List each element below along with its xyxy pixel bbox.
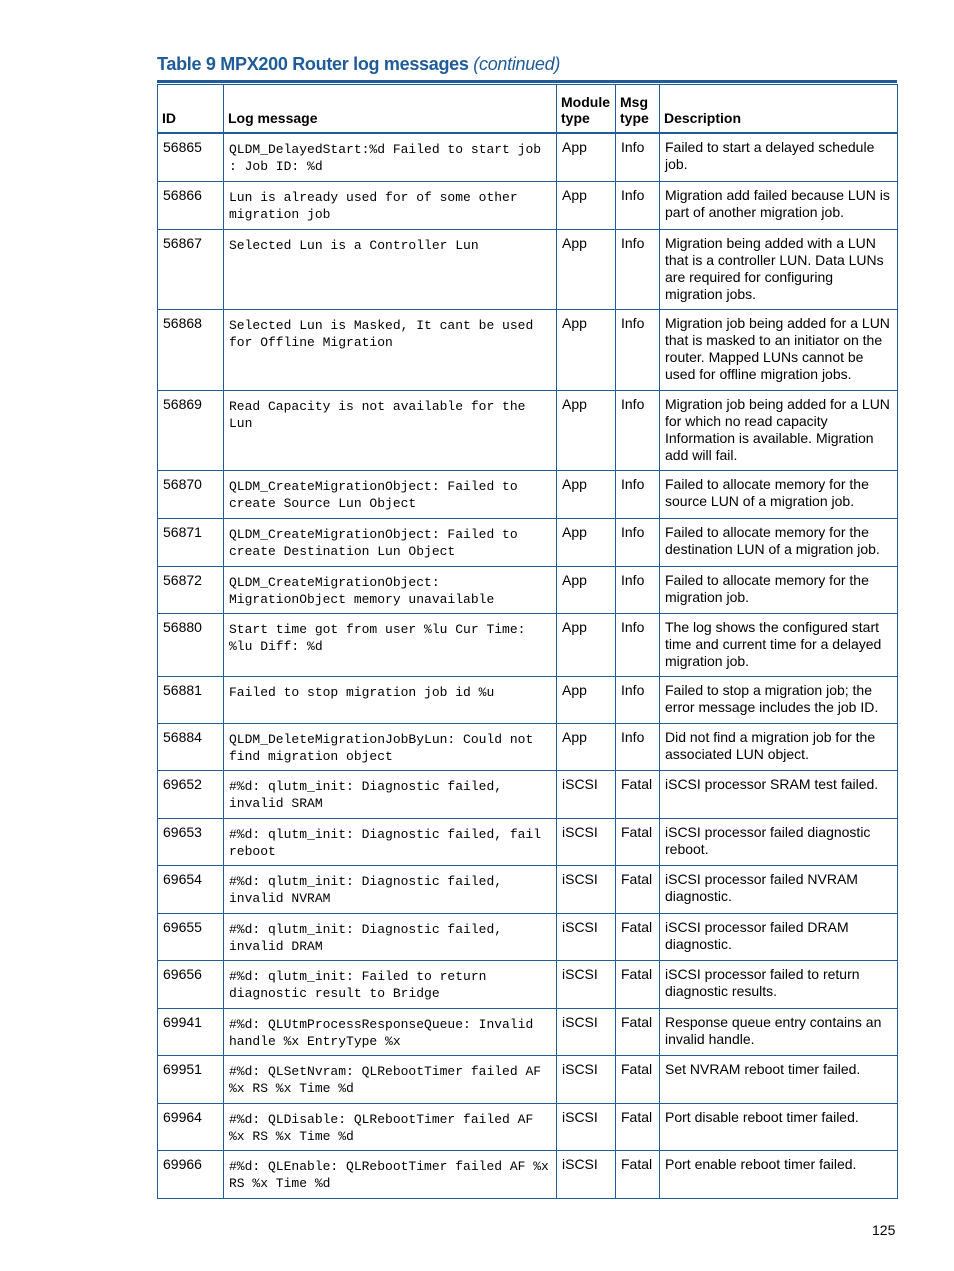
cell-module-type: App xyxy=(557,723,616,770)
cell-description: iSCSI processor failed NVRAM diagnostic. xyxy=(660,865,898,913)
cell-module-type: iSCSI xyxy=(557,1150,616,1198)
cell-msg-type: Fatal xyxy=(616,1055,660,1103)
cell-module-type: iSCSI xyxy=(557,1103,616,1150)
cell-id: 69654 xyxy=(158,865,224,913)
table-title: Table 9 MPX200 Router log messages xyxy=(157,54,469,74)
cell-id: 69951 xyxy=(158,1055,224,1103)
cell-msg-type: Info xyxy=(616,181,660,229)
cell-id: 56866 xyxy=(158,181,224,229)
cell-module-type: iSCSI xyxy=(557,865,616,913)
table-caption xyxy=(157,54,560,75)
cell-description: Migration add failed because LUN is part of another migration job. xyxy=(660,181,898,229)
cell-id: 56870 xyxy=(158,470,224,518)
cell-description: The log shows the configured start time and current time for a delayed migration job. xyxy=(660,613,898,676)
cell-log-message: Lun is already used for of some other migration job xyxy=(224,181,557,229)
cell-msg-type: Info xyxy=(616,723,660,770)
cell-msg-type: Info xyxy=(616,229,660,309)
header-description: Description xyxy=(660,85,898,134)
cell-module-type: iSCSI xyxy=(557,1008,616,1055)
cell-id: 56881 xyxy=(158,676,224,723)
table-row xyxy=(158,1008,898,1055)
cell-module-type: App xyxy=(557,133,616,181)
cell-description: Set NVRAM reboot timer failed. xyxy=(660,1055,898,1103)
cell-description: Failed to allocate memory for the migration job. xyxy=(660,566,898,613)
cell-msg-type: Fatal xyxy=(616,960,660,1008)
header-id: ID xyxy=(158,85,224,134)
table-row xyxy=(158,1055,898,1103)
cell-log-message: Selected Lun is Masked, It cant be used for Offline Migration xyxy=(224,309,557,390)
cell-id: 69653 xyxy=(158,818,224,865)
cell-description: iSCSI processor failed diagnostic reboot. xyxy=(660,818,898,865)
header-module-type: Module type xyxy=(557,85,616,134)
cell-log-message: Start time got from user %lu Cur Time: %lu Diff: %d xyxy=(224,613,557,676)
cell-msg-type: Info xyxy=(616,566,660,613)
table-row xyxy=(158,613,898,676)
cell-msg-type: Fatal xyxy=(616,1150,660,1198)
cell-id: 56867 xyxy=(158,229,224,309)
cell-log-message: QLDM_CreateMigrationObject: Failed to create Destination Lun Object xyxy=(224,518,557,566)
table-row xyxy=(158,133,898,181)
table-body xyxy=(158,133,898,1198)
cell-msg-type: Fatal xyxy=(616,818,660,865)
cell-module-type: iSCSI xyxy=(557,1055,616,1103)
cell-log-message: Read Capacity is not available for the Lun xyxy=(224,390,557,470)
cell-log-message: QLDM_DelayedStart:%d Failed to start job : Job ID: %d xyxy=(224,133,557,181)
cell-msg-type: Fatal xyxy=(616,770,660,818)
table-header-row xyxy=(158,85,898,134)
cell-log-message: QLDM_CreateMigrationObject: MigrationObject memory unavailable xyxy=(224,566,557,613)
cell-module-type: iSCSI xyxy=(557,770,616,818)
cell-msg-type: Fatal xyxy=(616,1008,660,1055)
cell-module-type: App xyxy=(557,181,616,229)
cell-msg-type: Fatal xyxy=(616,913,660,960)
table-row xyxy=(158,229,898,309)
cell-module-type: App xyxy=(557,676,616,723)
cell-log-message: #%d: qlutm_init: Diagnostic failed, invalid DRAM xyxy=(224,913,557,960)
table-row xyxy=(158,723,898,770)
cell-msg-type: Info xyxy=(616,390,660,470)
header-msg-type: Msg type xyxy=(616,85,660,134)
cell-module-type: App xyxy=(557,613,616,676)
table-row xyxy=(158,518,898,566)
cell-description: Response queue entry contains an invalid handle. xyxy=(660,1008,898,1055)
cell-description: Port enable reboot timer failed. xyxy=(660,1150,898,1198)
cell-log-message: QLDM_CreateMigrationObject: Failed to create Source Lun Object xyxy=(224,470,557,518)
cell-description: Migration job being added for a LUN for which no read capacity Information is available. Migration add will fail. xyxy=(660,390,898,470)
table-row xyxy=(158,1150,898,1198)
table-row xyxy=(158,181,898,229)
cell-module-type: App xyxy=(557,566,616,613)
header-log-message: Log message xyxy=(224,85,557,134)
cell-log-message: #%d: qlutm_init: Diagnostic failed, invalid NVRAM xyxy=(224,865,557,913)
cell-log-message: #%d: qlutm_init: Diagnostic failed, fail reboot xyxy=(224,818,557,865)
cell-msg-type: Info xyxy=(616,470,660,518)
cell-module-type: App xyxy=(557,518,616,566)
cell-log-message: #%d: qlutm_init: Diagnostic failed, invalid SRAM xyxy=(224,770,557,818)
table-continued-label: (continued) xyxy=(473,54,561,74)
cell-module-type: App xyxy=(557,390,616,470)
cell-msg-type: Info xyxy=(616,518,660,566)
cell-module-type: App xyxy=(557,229,616,309)
cell-log-message: Selected Lun is a Controller Lun xyxy=(224,229,557,309)
cell-module-type: iSCSI xyxy=(557,960,616,1008)
cell-description: Migration being added with a LUN that is a controller LUN. Data LUNs are required for configuring migration jobs. xyxy=(660,229,898,309)
cell-id: 69656 xyxy=(158,960,224,1008)
table-row xyxy=(158,770,898,818)
cell-id: 56884 xyxy=(158,723,224,770)
table-row xyxy=(158,676,898,723)
cell-id: 69655 xyxy=(158,913,224,960)
cell-id: 69966 xyxy=(158,1150,224,1198)
table-row xyxy=(158,390,898,470)
cell-msg-type: Fatal xyxy=(616,865,660,913)
cell-msg-type: Fatal xyxy=(616,1103,660,1150)
cell-msg-type: Info xyxy=(616,613,660,676)
cell-description: Port disable reboot timer failed. xyxy=(660,1103,898,1150)
cell-description: Failed to start a delayed schedule job. xyxy=(660,133,898,181)
table-row xyxy=(158,818,898,865)
cell-id: 69941 xyxy=(158,1008,224,1055)
cell-log-message: #%d: QLDisable: QLRebootTimer failed AF %x RS %x Time %d xyxy=(224,1103,557,1150)
cell-description: iSCSI processor SRAM test failed. xyxy=(660,770,898,818)
cell-description: iSCSI processor failed to return diagnostic results. xyxy=(660,960,898,1008)
table-row xyxy=(158,865,898,913)
cell-module-type: App xyxy=(557,470,616,518)
cell-description: Failed to stop a migration job; the error message includes the job ID. xyxy=(660,676,898,723)
cell-id: 56880 xyxy=(158,613,224,676)
cell-log-message: #%d: QLEnable: QLRebootTimer failed AF %x RS %x Time %d xyxy=(224,1150,557,1198)
cell-log-message: #%d: QLUtmProcessResponseQueue: Invalid handle %x EntryType %x xyxy=(224,1008,557,1055)
cell-msg-type: Info xyxy=(616,309,660,390)
cell-id: 56869 xyxy=(158,390,224,470)
cell-id: 69964 xyxy=(158,1103,224,1150)
cell-description: Failed to allocate memory for the destination LUN of a migration job. xyxy=(660,518,898,566)
table-row xyxy=(158,1103,898,1150)
cell-log-message: #%d: QLSetNvram: QLRebootTimer failed AF %x RS %x Time %d xyxy=(224,1055,557,1103)
cell-id: 56865 xyxy=(158,133,224,181)
cell-module-type: iSCSI xyxy=(557,913,616,960)
cell-id: 56872 xyxy=(158,566,224,613)
table-row xyxy=(158,913,898,960)
cell-msg-type: Info xyxy=(616,133,660,181)
cell-log-message: QLDM_DeleteMigrationJobByLun: Could not find migration object xyxy=(224,723,557,770)
cell-log-message: #%d: qlutm_init: Failed to return diagnostic result to Bridge xyxy=(224,960,557,1008)
cell-log-message: Failed to stop migration job id %u xyxy=(224,676,557,723)
cell-description: Failed to allocate memory for the source LUN of a migration job. xyxy=(660,470,898,518)
cell-id: 56868 xyxy=(158,309,224,390)
log-messages-table xyxy=(157,84,898,1199)
cell-id: 69652 xyxy=(158,770,224,818)
cell-module-type: App xyxy=(557,309,616,390)
cell-description: Migration job being added for a LUN that is masked to an initiator on the router. Mapped LUNs cannot be used for offline migration jobs. xyxy=(660,309,898,390)
cell-description: Did not find a migration job for the associated LUN object. xyxy=(660,723,898,770)
cell-description: iSCSI processor failed DRAM diagnostic. xyxy=(660,913,898,960)
cell-msg-type: Info xyxy=(616,676,660,723)
cell-module-type: iSCSI xyxy=(557,818,616,865)
table-row xyxy=(158,470,898,518)
cell-id: 56871 xyxy=(158,518,224,566)
table-row xyxy=(158,566,898,613)
caption-rule xyxy=(157,80,897,83)
table-row xyxy=(158,309,898,390)
table-row xyxy=(158,960,898,1008)
page-number: 125 xyxy=(872,1222,896,1238)
